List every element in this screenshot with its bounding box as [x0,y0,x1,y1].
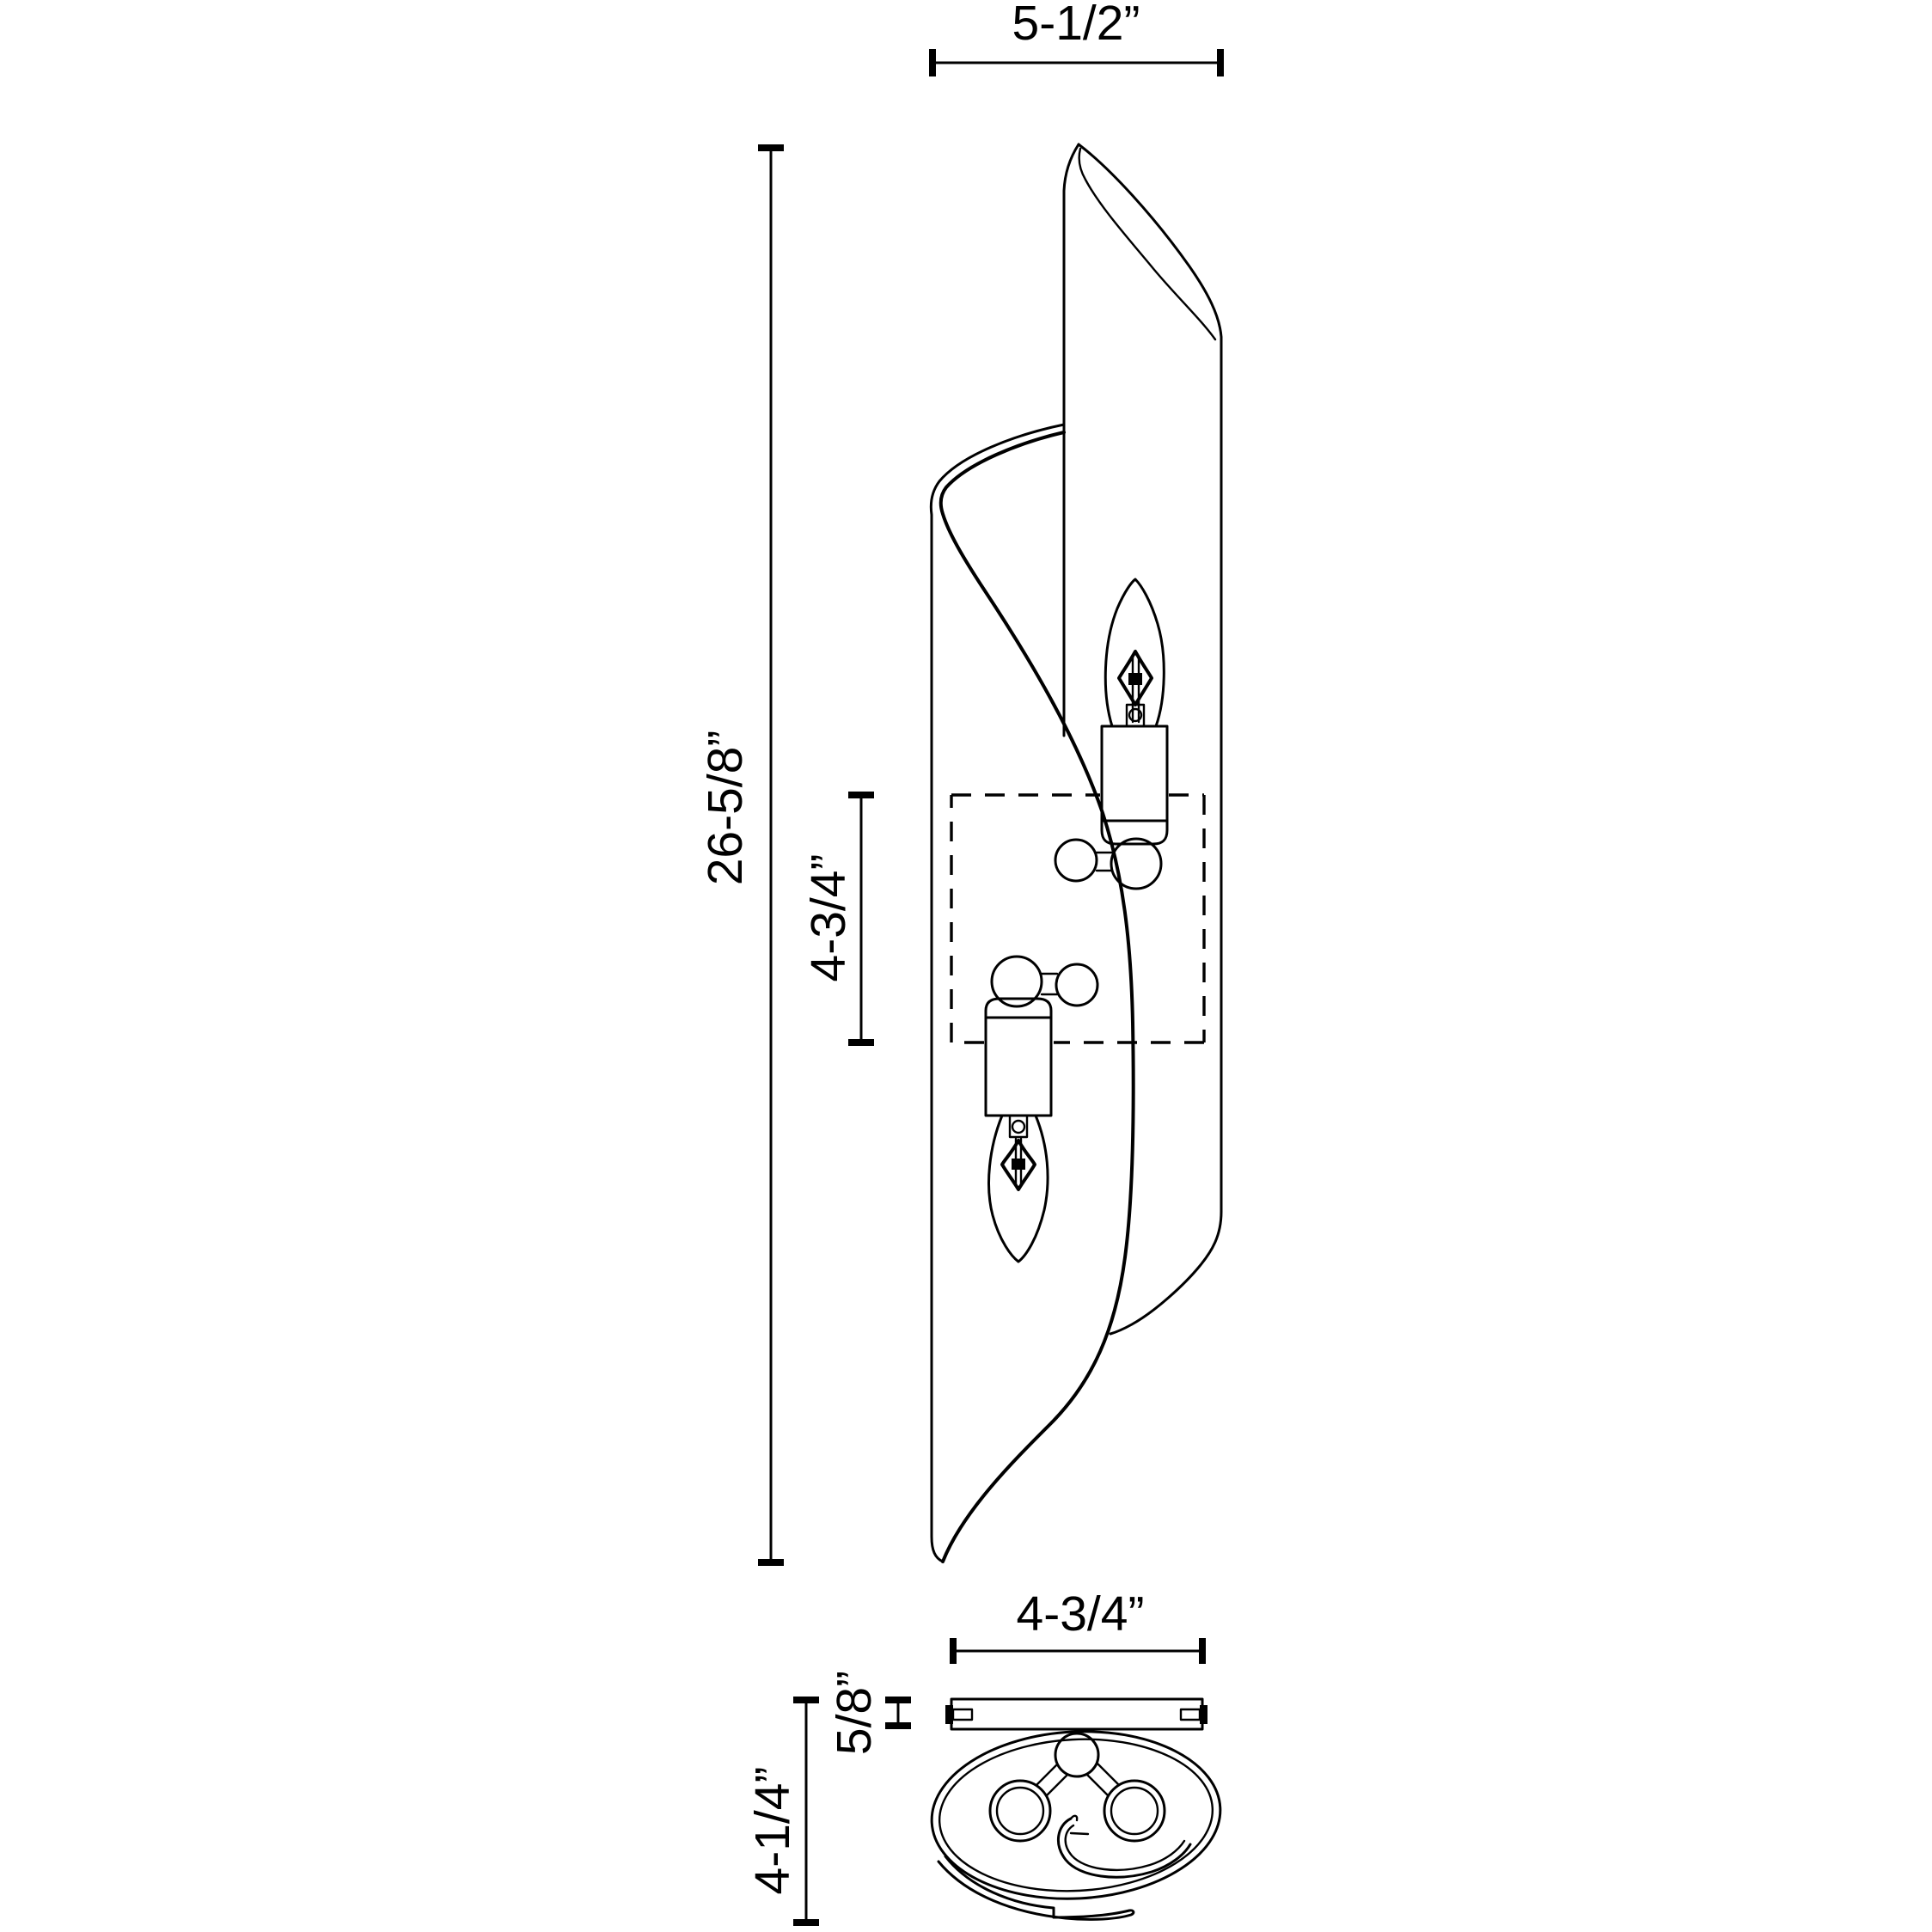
upper-joint-link [1097,853,1112,871]
front-view [931,144,1221,1562]
right-socket-inner [1111,1788,1158,1834]
bottom-view [927,1699,1225,1919]
lower-socket-cap [986,999,1051,1018]
dimension-canopy-thickness [827,1671,911,1755]
plate-clip-right-post [1200,1705,1208,1724]
ribbon-shade-outline [931,144,1221,1562]
dimension-backplate-height [801,795,874,1042]
dimension-label-top-width: 5-1/2” [1012,0,1140,51]
lower-joint-link [1042,974,1057,994]
dimension-overall-height [698,148,784,1562]
dimension-label-canopy-thickness: 5/8” [827,1670,882,1756]
scroll-profile [927,1724,1225,1919]
lower-socket [986,1018,1051,1116]
dimension-top-width [932,0,1220,76]
upper-ball-joint-large [1111,839,1161,889]
dimension-label-backplate-height: 4-3/4” [801,853,856,982]
dimension-overall-depth [745,1700,819,1923]
mounting-plate [945,1699,1208,1729]
dimension-label-overall-depth: 4-1/4” [745,1766,800,1895]
upper-filament [1119,651,1152,726]
left-socket-inner [997,1788,1043,1834]
scroll-edge-notch-inner [1071,1833,1088,1834]
dimension-label-overall-height: 26-5/8” [698,730,753,886]
plate-clip-left-post [945,1705,953,1724]
lower-filament [1002,1116,1035,1189]
left-socket-outer [990,1781,1050,1841]
plate-clip-right [1181,1709,1200,1720]
upper-ball-joint-small [1055,840,1097,881]
dimension-canopy-width [953,1587,1202,1664]
right-socket-outer [1104,1781,1165,1841]
dimension-label-canopy-width: 4-3/4” [1016,1587,1145,1642]
scroll-tail-top [945,1856,1054,1917]
upper-socket [1102,726,1167,821]
plate-clip-left [953,1709,972,1720]
lower-ball-joint-small [1056,964,1097,1006]
lower-lamp [986,957,1097,1262]
